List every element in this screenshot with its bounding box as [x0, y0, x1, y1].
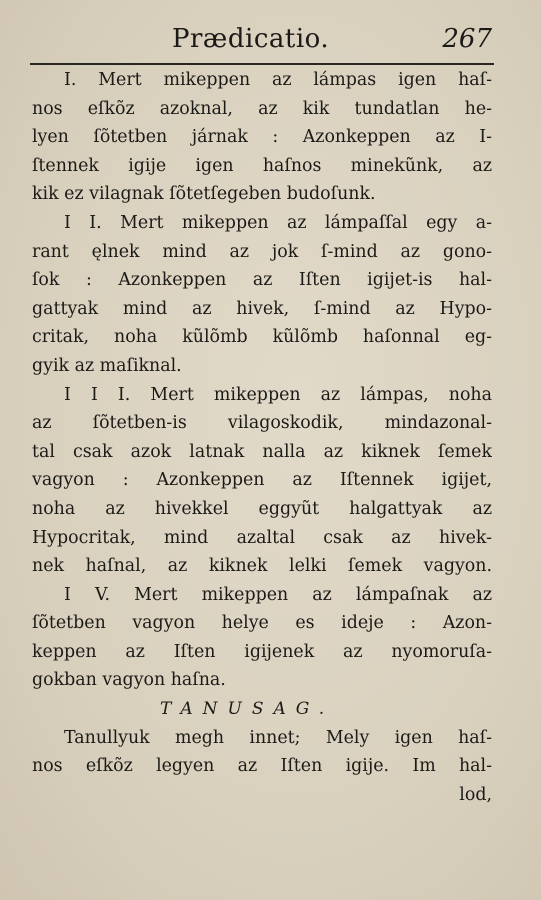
body-text	[32, 66, 492, 809]
closing-paragraph	[32, 724, 492, 810]
text-line: I V. Mert mikeppen az lámpaſnak az	[64, 584, 492, 605]
text-line: ſok : Azonkeppen az Iſten igijet-is hal-	[32, 270, 492, 291]
paragraph-2	[32, 209, 492, 381]
text-line: ſtennek igije igen haſnos minekũnk, az	[32, 155, 492, 176]
text-line: gokban vagyon haſna.	[32, 670, 226, 691]
text-line: nos eſkõz azoknal, az kik tundatlan he-	[32, 98, 492, 119]
paragraph-1	[32, 66, 492, 209]
text-line: kik ez vilagnak ſõtetſegeben budoſunk.	[32, 184, 376, 205]
text-line: critak, noha kũlõmb kũlõmb haſonnal eg-	[32, 327, 492, 348]
text-line: lyen ſõtetben járnak : Azonkeppen az I-	[32, 127, 492, 148]
header-rule	[30, 63, 494, 65]
text-line: Hypocritak, mind azaltal csak az hivek-	[32, 527, 492, 548]
text-line: vagyon : Azonkeppen az Iſtennek igijet,	[32, 470, 492, 491]
text-line: gattyak mind az hivek, ſ-mind az Hypo-	[32, 298, 492, 319]
page-number: 267	[442, 24, 492, 54]
page-header	[32, 22, 492, 62]
text-line: noha az hivekkel eggyũt halgattyak az	[32, 498, 492, 519]
text-line: nos eſkõz legyen az Iſten igije. Im hal-	[32, 756, 492, 777]
running-title: Prædicatio.	[172, 24, 330, 54]
text-line: az ſõtetben-is vilagoskodik, mindazonal-	[32, 413, 492, 434]
text-line: I I. Mert mikeppen az lámpaſſal egy a-	[64, 212, 492, 233]
text-line: rant ęlnek mind az jok ſ-mind az gono-	[32, 241, 492, 262]
text-line: I. Mert mikeppen az lámpas igen haſ-	[64, 70, 492, 90]
section-heading: TANUSAG.	[160, 699, 335, 720]
text-line: ſõtetben vagyon helye es ideje : Azon-	[32, 613, 492, 634]
paragraph-4	[32, 581, 492, 695]
paragraph-3	[32, 381, 492, 581]
text-line: nek haſnal, az kiknek lelki ſemek vagyon.	[32, 556, 492, 577]
text-line: keppen az Iſten igijenek az nyomoruſa-	[32, 641, 492, 662]
text-line: I I I. Mert mikeppen az lámpas, noha	[64, 384, 492, 405]
text-line: tal csak azok latnak nalla az kiknek ſemek	[32, 441, 492, 462]
text-line: Tanullyuk megh innet; Mely igen haſ-	[64, 727, 492, 748]
text-line: lod,	[459, 784, 492, 805]
text-line: gyik az maſiknal.	[32, 355, 182, 376]
